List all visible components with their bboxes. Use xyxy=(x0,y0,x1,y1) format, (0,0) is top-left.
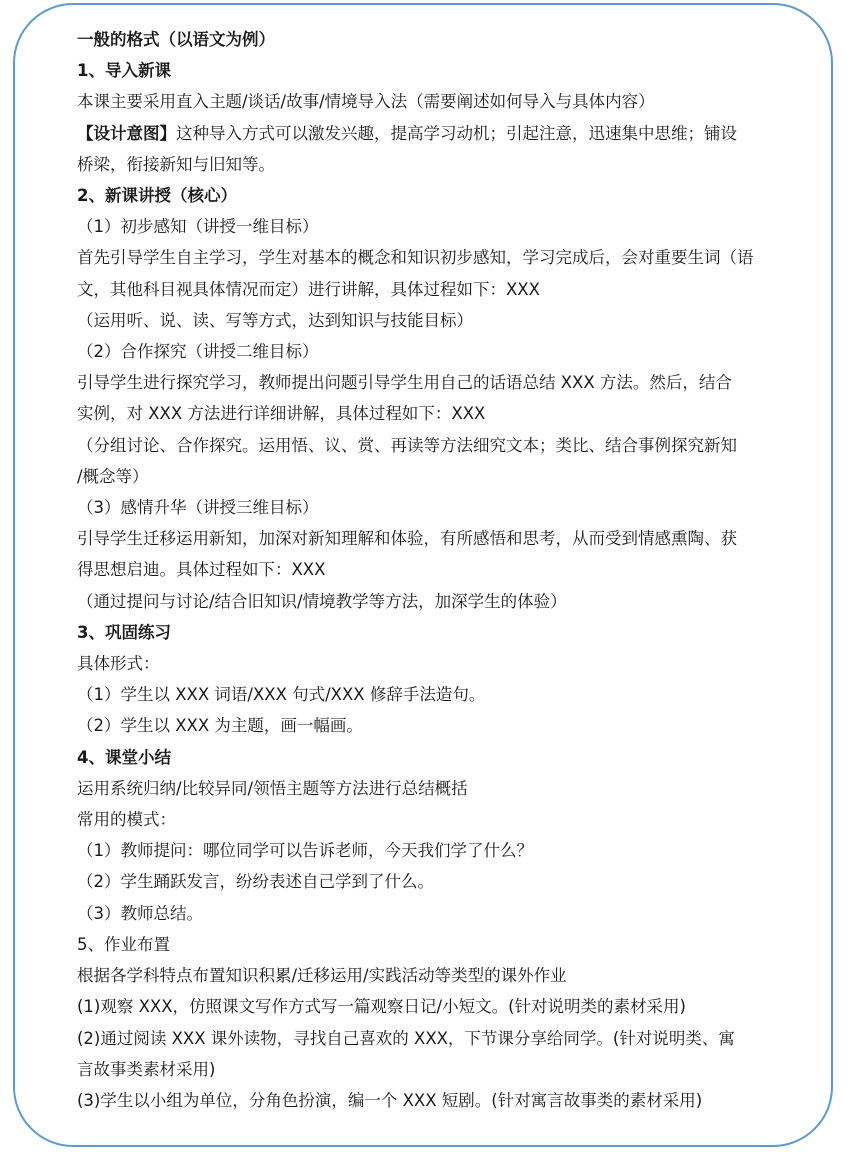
text-line: （分组讨论、合作探究。运用悟、议、赏、再读等方法细究文本；类比、结合事例探究新知 xyxy=(77,435,737,455)
text-line: /概念等） xyxy=(77,466,149,486)
design-intent-label: 【设计意图】 xyxy=(77,123,176,143)
section-heading: 2、新课讲授（核心） xyxy=(77,186,237,206)
text-line: 根据各学科特点布置知识积累/迁移运用/实践活动等类型的课外作业 xyxy=(77,966,567,986)
text-line: （1）教师提问：哪位同学可以告诉老师，今天我们学了什么？ xyxy=(77,841,533,861)
section-heading: 3、巩固练习 xyxy=(77,622,171,642)
text-line: 运用系统归纳/比较异同/领悟主题等方法进行总结概括 xyxy=(77,778,468,798)
text-line: 本课主要采用直入主题/谈话/故事/情境导入法（需要阐述如何导入与具体内容） xyxy=(77,92,655,112)
text-line: 常用的模式： xyxy=(77,810,176,830)
text-line: 言故事类素材采用) xyxy=(77,1059,216,1079)
document-body xyxy=(77,24,805,1116)
text-line xyxy=(77,118,805,149)
document-title: 一般的格式（以语文为例） xyxy=(77,30,275,49)
text-line: 得思想启迪。具体过程如下：XXX xyxy=(77,560,326,580)
text-line: 首先引导学生自主学习，学生对基本的概念和知识初步感知，学习完成后，会对重要生词（语 xyxy=(77,248,754,268)
design-intent-text: 这种导入方式可以激发兴趣，提高学习动机；引起注意，迅速集中思维；铺设 xyxy=(176,123,737,143)
text-line: （运用听、说、读、写等方式，达到知识与技能目标） xyxy=(77,310,473,330)
text-line: 引导学生迁移运用新知，加深对新知理解和体验，有所感悟和思考，从而受到情感熏陶、获 xyxy=(77,529,737,549)
text-line: （1）学生以 XXX 词语/XXX 句式/XXX 修辞手法造句。 xyxy=(77,685,486,705)
text-line: （3）教师总结。 xyxy=(77,903,203,923)
text-line: 具体形式： xyxy=(77,654,160,674)
text-line: （3）感情升华（讲授三维目标） xyxy=(77,498,319,518)
text-line: （通过提问与讨论/结合旧知识/情境教学等方法，加深学生的体验） xyxy=(77,591,567,611)
text-line: (1)观察 XXX，仿照课文写作方式写一篇观察日记/小短文。(针对说明类的素材采用) xyxy=(77,997,686,1017)
section-heading: 1、导入新课 xyxy=(77,61,171,81)
document-lines xyxy=(77,55,805,1116)
text-line: （2）学生以 XXX 为主题，画一幅画。 xyxy=(77,716,363,736)
text-line: 引导学生进行探究学习，教师提出问题引导学生用自己的话语总结 XXX 方法。然后，结合 xyxy=(77,373,732,393)
text-line: (3)学生以小组为单位，分角色扮演，编一个 XXX 短剧。(针对寓言故事类的素材采用) xyxy=(77,1090,703,1110)
text-line: （2）学生踊跃发言，纷纷表述自己学到了什么。 xyxy=(77,872,434,892)
text-line: 桥梁，衔接新知与旧知等。 xyxy=(77,154,275,174)
section-heading: 4、课堂小结 xyxy=(77,747,171,767)
text-line: (2)通过阅读 XXX 课外读物，寻找自己喜欢的 XXX，下节课分享给同学。(针对说明类、寓 xyxy=(77,1028,735,1048)
text-line: 文，其他科目视具体情况而定）进行讲解，具体过程如下：XXX xyxy=(77,279,540,299)
text-line: （1）初步感知（讲授一维目标） xyxy=(77,217,319,237)
text-line: 实例，对 XXX 方法进行详细讲解，具体过程如下：XXX xyxy=(77,404,486,424)
text-line: 5、作业布置 xyxy=(77,934,170,954)
text-line: （2）合作探究（讲授二维目标） xyxy=(77,342,319,362)
